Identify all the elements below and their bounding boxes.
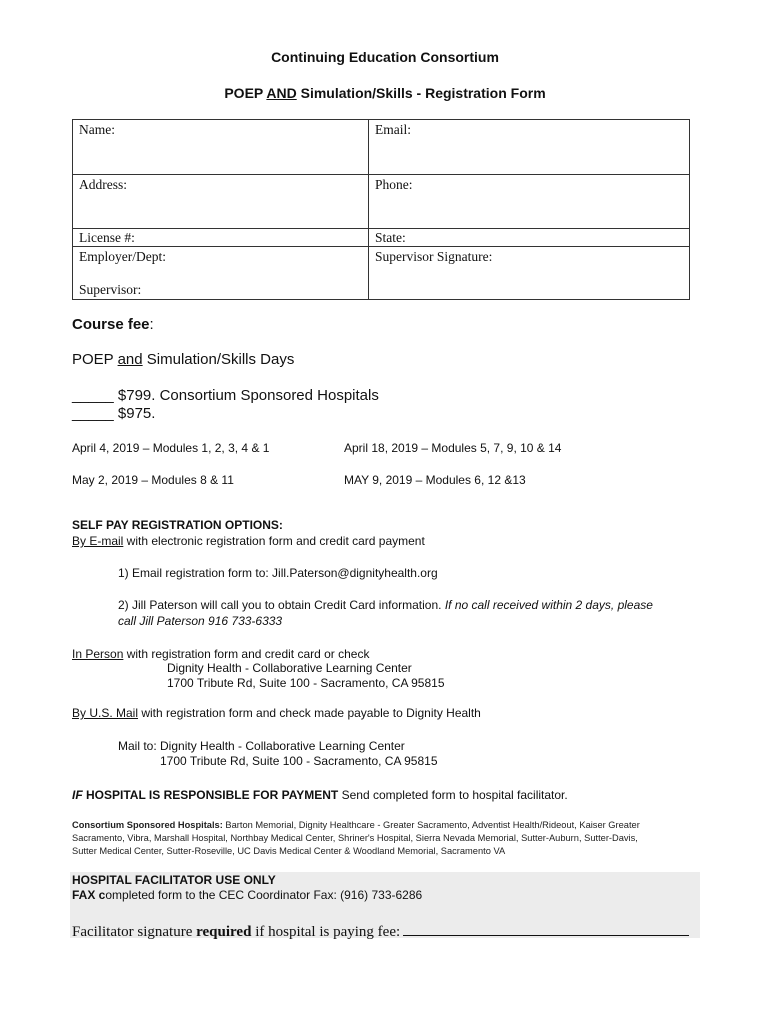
email-option — [72, 534, 425, 548]
price-option-sponsored[interactable]: _____ $799. Consortium Sponsored Hospitals — [72, 387, 379, 404]
facilitator-signature-field[interactable] — [403, 921, 689, 936]
course-fee-colon: : — [149, 316, 154, 333]
email-step-2 — [118, 598, 653, 612]
fax-line — [72, 888, 422, 902]
price-option-standard[interactable]: _____ $975. — [72, 405, 156, 422]
in-person-link[interactable]: In Person — [72, 647, 124, 661]
supervisor-signature-field[interactable] — [369, 247, 690, 300]
sponsored-hospitals-list — [72, 819, 702, 858]
page-title: Continuing Education Consortium — [271, 49, 499, 65]
program-line — [72, 351, 294, 368]
step2-phone: call Jill Paterson 916 733-6333 — [118, 614, 283, 628]
sponsored-line-2: Sacramento, Vibra, Marshall Hospital, Northbay Medical Center, Shriner's Hospital, Sierra Nevada Memorial, Sutter-Auburn, Sutter-Davis, — [72, 833, 638, 843]
license-field[interactable] — [73, 229, 369, 247]
supervisor-signature-label: Supervisor Signature: — [375, 249, 493, 264]
mail-option-text: with registration form and check made payable to Dignity Health — [138, 706, 481, 720]
state-label: State: — [375, 230, 406, 245]
step2-text: 2) Jill Paterson will call you to obtain Credit Card information. — [118, 598, 445, 612]
email-step-1: 1) Email registration form to: Jill.Paterson@dignityhealth.org — [118, 566, 438, 580]
employer-field[interactable] — [73, 247, 369, 300]
hospital-rest-text: Send completed form to hospital facilitator. — [338, 788, 568, 802]
step2-italic: If no call received within 2 days, please — [444, 598, 653, 612]
date-item: April 4, 2019 – Modules 1, 2, 3, 4 & 1 — [72, 441, 270, 455]
name-field[interactable] — [73, 120, 369, 175]
course-fee-label: Course fee — [72, 316, 150, 333]
form-subtitle — [0, 85, 770, 101]
address-field[interactable] — [73, 175, 369, 229]
mail-option — [72, 706, 481, 720]
sponsored-hospitals-label: Consortium Sponsored Hospitals: — [72, 820, 223, 830]
name-label: Name: — [79, 122, 115, 137]
license-label: License #: — [79, 230, 135, 245]
address-label: Address: — [79, 177, 127, 192]
by-mail-link[interactable]: By U.S. Mail — [72, 706, 139, 720]
employer-label: Employer/Dept: — [79, 249, 166, 264]
in-person-option — [72, 647, 369, 661]
state-field[interactable] — [369, 229, 690, 247]
phone-label: Phone: — [375, 177, 413, 192]
fax-text: ompleted form to the CEC Coordinator Fax: (916) 733-6286 — [105, 888, 423, 902]
self-pay-heading: SELF PAY REGISTRATION OPTIONS: — [72, 518, 283, 532]
subtitle-post: Simulation/Skills - Registration Form — [296, 85, 546, 101]
if-text: IF — [72, 788, 83, 802]
subtitle-and: AND — [266, 85, 297, 101]
date-item: May 2, 2019 – Modules 8 & 11 — [72, 473, 234, 487]
sig-required: required — [196, 924, 252, 940]
fax-bold: FAX c — [72, 888, 106, 902]
phone-field[interactable] — [369, 175, 690, 229]
subtitle-pre: POEP — [224, 85, 267, 101]
mail-address: 1700 Tribute Rd, Suite 100 - Sacramento, CA 95815 — [160, 754, 438, 768]
mail-to-line: Mail to: Dignity Health - Collaborative Learning Center — [118, 739, 405, 753]
program-post: Simulation/Skills Days — [142, 351, 295, 368]
facilitator-heading: HOSPITAL FACILITATOR USE ONLY — [72, 873, 276, 887]
date-item: MAY 9, 2019 – Modules 6, 12 &13 — [344, 473, 526, 487]
sponsored-line-3: Sutter Medical Center, Sutter-Roseville, UC Davis Medical Center & Woodland Memorial, Sacramento VA — [72, 846, 506, 856]
supervisor-label: Supervisor: — [79, 282, 142, 297]
in-person-text: with registration form and credit card or check — [123, 647, 370, 661]
hospital-payment-note — [72, 788, 568, 802]
sig-pre: Facilitator signature — [72, 924, 197, 940]
hospital-bold-text: HOSPITAL IS RESPONSIBLE FOR PAYMENT — [82, 788, 339, 802]
in-person-address-line1: Dignity Health - Collaborative Learning Center — [167, 661, 412, 675]
program-pre: POEP — [72, 351, 118, 368]
in-person-address-line2: 1700 Tribute Rd, Suite 100 - Sacramento, CA 95815 — [167, 676, 445, 690]
email-field[interactable] — [369, 120, 690, 175]
program-and: and — [117, 351, 143, 368]
date-item: April 18, 2019 – Modules 5, 7, 9, 10 & 14 — [344, 441, 562, 455]
course-fee-heading — [72, 316, 154, 333]
registration-table — [72, 119, 690, 300]
sponsored-line-1: Barton Memorial, Dignity Healthcare - Greater Sacramento, Adventist Health/Rideout, Kaiser Greater — [222, 820, 640, 830]
email-label: Email: — [375, 122, 411, 137]
facilitator-signature-line — [72, 921, 689, 941]
sig-post: if hospital is paying fee: — [251, 924, 401, 940]
email-option-text: with electronic registration form and credit card payment — [123, 534, 425, 548]
by-email-link[interactable]: By E-mail — [72, 534, 124, 548]
